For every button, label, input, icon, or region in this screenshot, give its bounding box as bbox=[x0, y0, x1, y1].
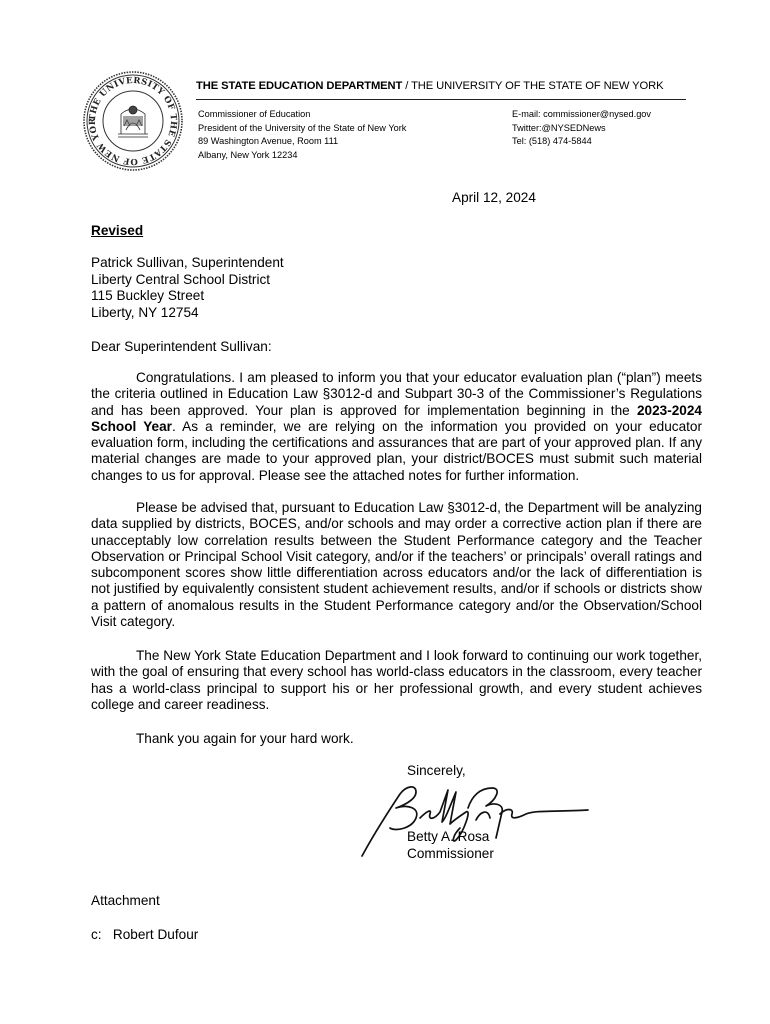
paragraph-1-text-a: Congratulations. I am pleased to inform you that your educator evaluation plan (“plan”) meets the criteria outlined in Education Law §3012-d and Subpart 30-3 of the Commissioner’s Regulations and has been approved. Your plan is approved for implementation beginning in the bbox=[91, 370, 702, 418]
cc-line: c: Robert Dufour bbox=[91, 927, 199, 942]
letter-date: April 12, 2024 bbox=[452, 190, 536, 205]
letterhead-office-info bbox=[198, 108, 406, 162]
signer-block bbox=[407, 829, 494, 862]
contact-email: E-mail: commissioner@nysed.gov bbox=[512, 109, 652, 119]
recipient-district: Liberty Central School District bbox=[91, 271, 271, 287]
recipient-city: Liberty, NY 12754 bbox=[91, 304, 199, 320]
letterhead-divider bbox=[196, 99, 686, 100]
body-paragraph-3: The New York State Education Department and I look forward to continuing our work together, with the goal of ensuring that every school has world-class educators in the classroom, every teacher has a world-class principal to support his or her professional growth, and every student achieves college and career readiness. bbox=[91, 648, 702, 712]
seal-text: THE UNIVERSITY OF THE STATE OF NEW YOR bbox=[87, 75, 179, 167]
title-separator: / bbox=[402, 80, 412, 92]
revised-label: Revised bbox=[91, 223, 144, 238]
school-year-highlight: 2023-2024 School Year bbox=[91, 402, 702, 434]
body-paragraph-1 bbox=[91, 370, 702, 484]
body-paragraph-2: Please be advised that, pursuant to Education Law §3012-d, the Department will be analyzing data supplied by districts, BOCES, and/or schools and may order a corrective action plan if there are unacceptably low correlation results between the Student Performance category and the Teacher Observation or Principal School Visit category, and/or if the teachers’ or principals’ overall ratings and subcomponent scores show little differentiation across educators and/or the lack of differentiation is not justified by equivalently consistent student achievement results, and/or if schools or districts show a pattern of anomalous results in the Student Performance category and/or the Observation/School Visit category. bbox=[91, 500, 702, 630]
recipient-name: Patrick Sullivan, Superintendent bbox=[91, 255, 284, 270]
university-name: THE UNIVERSITY OF THE STATE OF NEW YORK bbox=[411, 80, 664, 92]
contact-phone: Tel: (518) 474-5844 bbox=[512, 136, 592, 146]
department-name: THE STATE EDUCATION DEPARTMENT bbox=[196, 80, 403, 92]
office-title: Commissioner of Education bbox=[198, 109, 311, 119]
closing: Sincerely, bbox=[407, 763, 466, 778]
office-city: Albany, New York 12234 bbox=[198, 149, 298, 160]
salutation: Dear Superintendent Sullivan: bbox=[91, 339, 272, 354]
recipient-street: 115 Buckley Street bbox=[91, 288, 205, 303]
contact-twitter: Twitter:@NYSEDNews bbox=[512, 122, 606, 133]
paragraph-1-text-b: . As a reminder, we are relying on the information you provided on your educator evaluation form, including the certifications and assurances that are part of your approved plan. If any material changes are made to your approved plan, your district/BOCES must submit such material changes to us for approval. Please see the attached notes for further information. bbox=[91, 418, 702, 483]
office-street: 89 Washington Avenue, Room 111 bbox=[198, 136, 339, 146]
office-subtitle: President of the University of the State of New York bbox=[198, 122, 407, 133]
signer-name: Betty A. Rosa bbox=[407, 829, 490, 844]
letterhead-contact-info bbox=[512, 108, 651, 149]
state-seal-icon bbox=[82, 70, 184, 172]
recipient-address bbox=[91, 255, 284, 321]
letterhead-title bbox=[196, 80, 663, 92]
attachment-note: Attachment bbox=[91, 893, 160, 908]
signer-title: Commissioner bbox=[407, 845, 494, 861]
thanks-line: Thank you again for your hard work. bbox=[136, 731, 354, 746]
